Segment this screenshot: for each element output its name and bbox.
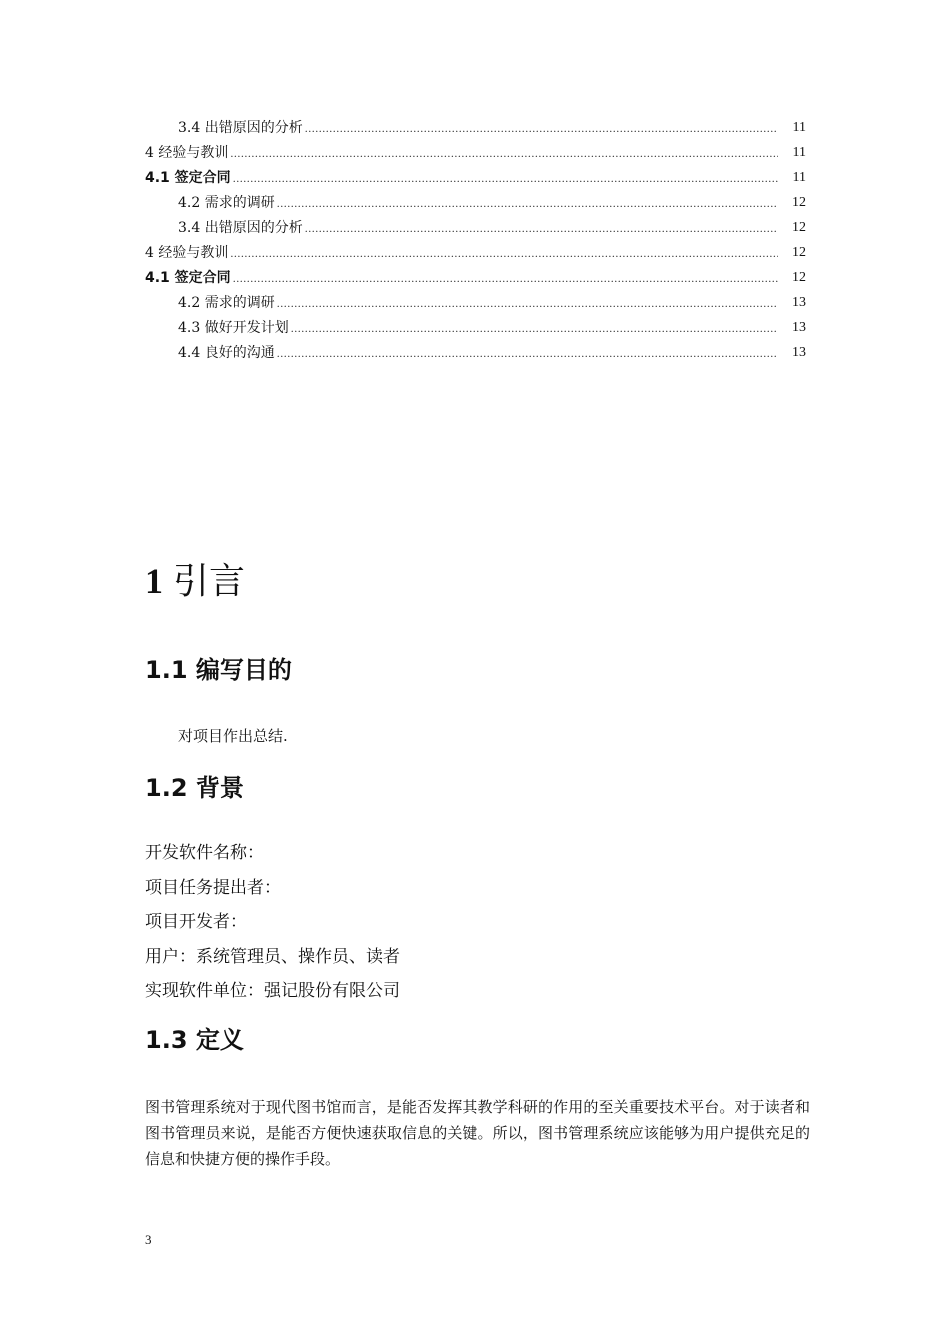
toc-entry[interactable] [178,291,806,315]
background-item: 用户：系统管理员、操作员、读者 [145,946,400,967]
chapter-title-text: 引言 [173,561,246,602]
background-item: 实现软件单位：强记股份有限公司 [145,981,400,1001]
toc-entry-page: 11 [792,170,806,185]
toc-entry-page: 12 [792,270,806,285]
toc-entry-page: 13 [792,345,806,360]
toc-entry[interactable] [178,341,806,365]
toc-leader-dots [305,116,778,140]
toc-entry-page: 11 [792,120,806,135]
chapter-title [145,556,245,607]
toc-entry[interactable] [145,141,806,165]
toc-leader-dots [291,316,778,340]
definition-paragraph: 图书管理系统对于现代图书馆而言，是能否发挥其教学科研的作用的至关重要技术平台。对于读者和图书管理员来说，是能否方便快速获取信息的关键。所以，图书管理系统应该能够为用户提供充足的信息和快捷方便的操作手段。 [145,1098,810,1168]
toc-entry-label: 4 经验与教训 [145,145,229,161]
toc-leader-dots [230,241,778,265]
section-heading-definition: 1.3 定义 [145,1026,244,1054]
toc-entry-label: 4.4 良好的沟通 [178,345,275,361]
toc-entry-page: 12 [792,220,806,235]
toc-entry[interactable] [145,166,806,190]
section-heading-purpose: 1.1 编写目的 [145,656,292,684]
toc-entry[interactable] [178,116,806,140]
toc-entry[interactable] [145,241,806,265]
toc-leader-dots [233,266,778,290]
toc-entry[interactable] [178,316,806,340]
toc-entry[interactable] [178,216,806,240]
toc-entry-page: 11 [792,145,806,160]
background-item: 开发软件名称： [145,843,264,863]
toc-entry-label: 3.4 出错原因的分析 [178,220,303,236]
toc-leader-dots [230,141,778,165]
toc-entry-label: 4.1 签定合同 [145,270,231,286]
purpose-paragraph: 对项目作出总结. [178,727,288,745]
toc-entry-label: 4 经验与教训 [145,245,229,261]
background-item: 项目任务提出者： [145,877,281,898]
toc-entry-label: 4.2 需求的调研 [178,295,275,311]
toc-entry-page: 13 [792,320,806,335]
background-item: 项目开发者： [145,912,247,932]
section-heading-background: 1.2 背景 [145,774,244,802]
toc-entry-label: 4.2 需求的调研 [178,195,275,211]
toc-entry-label: 3.4 出错原因的分析 [178,120,303,136]
toc-entry[interactable] [145,266,806,290]
toc-leader-dots [277,191,778,215]
toc-entry-page: 12 [792,245,806,260]
toc-leader-dots [305,216,778,240]
toc-entry-label: 4.3 做好开发计划 [178,320,289,336]
chapter-number: 1 [145,561,163,601]
toc-entry[interactable] [178,191,806,215]
toc-leader-dots [277,291,778,315]
background-list [145,836,400,1009]
toc-leader-dots [233,166,778,190]
toc-leader-dots [277,341,778,365]
page-number: 3 [145,1232,152,1247]
toc-entry-label: 4.1 签定合同 [145,170,231,186]
toc-entry-page: 13 [792,295,806,310]
toc-entry-page: 12 [792,195,806,210]
